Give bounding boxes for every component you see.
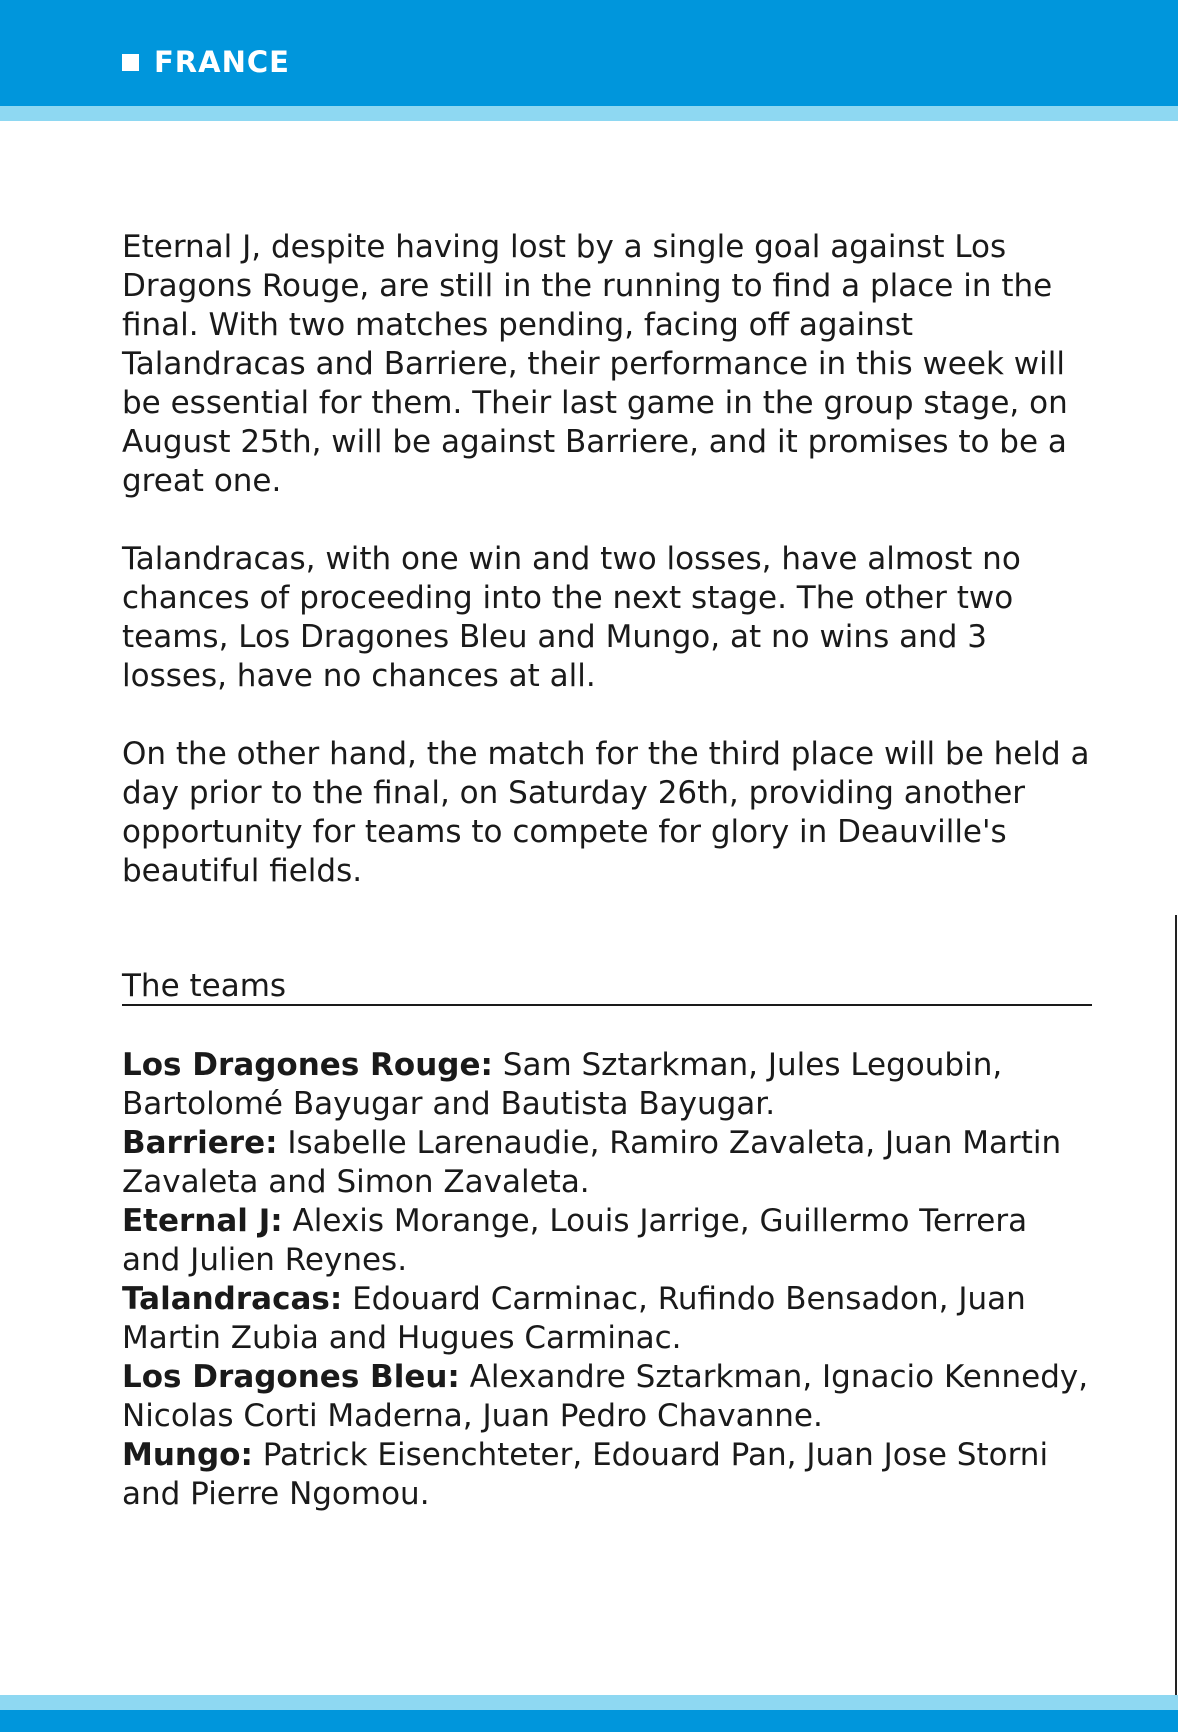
team-entry (122, 1436, 1092, 1514)
team-entry (122, 1358, 1092, 1436)
team-players: Edouard Carminac, Rufindo Bensadon, Juan Martin Zubia and Hugues Carminac. (122, 1281, 1026, 1356)
team-players: Isabelle Larenaudie, Ramiro Zavaleta, Juan Martin Zavaleta and Simon Zavaleta. (122, 1125, 1062, 1200)
page-footer-band (0, 1710, 1178, 1732)
teams-heading: The teams (122, 966, 1092, 1006)
teams-list (122, 1046, 1092, 1514)
page-edge-rule (1175, 915, 1177, 1695)
team-name: Los Dragones Rouge: (122, 1047, 493, 1083)
article-paragraph: Talandracas, with one win and two losses, have almost no chances of proceeding into the next stage. The other two teams, Los Dragones Bleu and Mungo, at no wins and 3 losses, have no chances at all. (122, 541, 1021, 694)
section-title: FRANCE (154, 45, 290, 79)
footer-accent-stripe (0, 1695, 1178, 1710)
team-entry (122, 1280, 1092, 1358)
article-body (122, 228, 1092, 930)
team-name: Barriere: (122, 1125, 278, 1161)
team-entry (122, 1124, 1092, 1202)
team-players: Alexandre Sztarkman, Ignacio Kennedy, Nicolas Corti Maderna, Juan Pedro Chavanne. (122, 1359, 1089, 1434)
team-players: Alexis Morange, Louis Jarrige, Guillermo Terrera and Julien Reynes. (122, 1203, 1028, 1278)
article-paragraph: On the other hand, the match for the third place will be held a day prior to the final, on Saturday 26th, providing another opportunity for teams to compete for glory in Deauville's beautiful fields. (122, 736, 1090, 889)
team-name: Mungo: (122, 1437, 253, 1473)
team-players: Sam Sztarkman, Jules Legoubin, Bartolomé Bayugar and Bautista Bayugar. (122, 1047, 1003, 1122)
team-entry (122, 1046, 1092, 1124)
team-name: Eternal J: (122, 1203, 283, 1239)
section-label (122, 45, 290, 79)
team-entry (122, 1202, 1092, 1280)
square-icon (122, 54, 139, 71)
team-players: Patrick Eisenchteter, Edouard Pan, Juan Jose Storni and Pierre Ngomou. (122, 1437, 1049, 1512)
team-name: Talandracas: (122, 1281, 343, 1317)
header-accent-stripe (0, 106, 1178, 121)
team-name: Los Dragones Bleu: (122, 1359, 460, 1395)
article-paragraph: Eternal J, despite having lost by a single goal against Los Dragons Rouge, are still in the running to find a place in the final. With two matches pending, facing off against Talandracas and Barriere, their performance in this week will be essential for them. Their last game in the group stage, on August 25th, will be against Barriere, and it promises to be a great one. (122, 229, 1068, 499)
